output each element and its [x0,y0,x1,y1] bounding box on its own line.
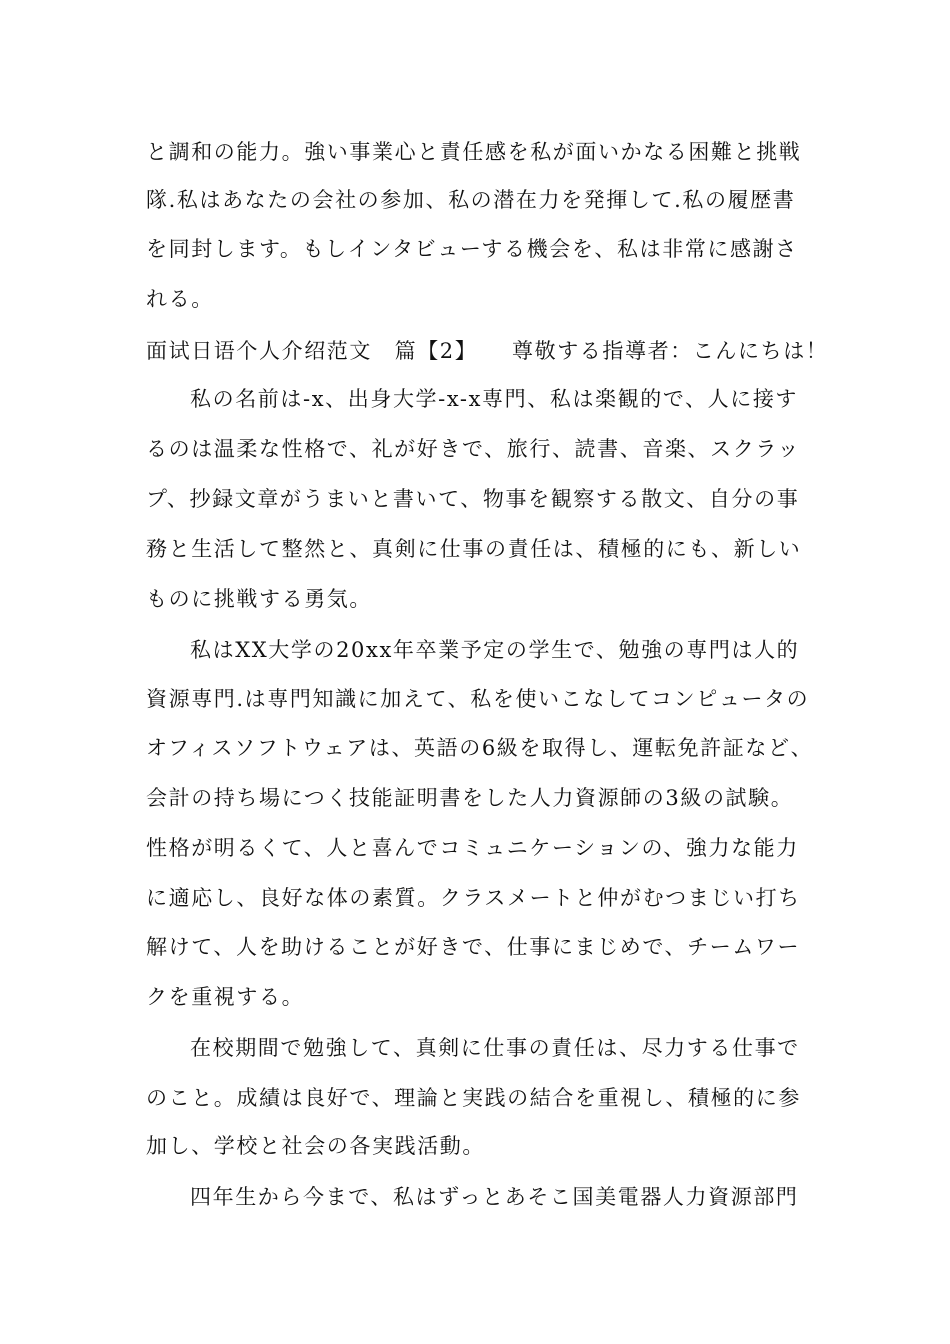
paragraph-line: プ、抄録文章がうまいと書いて、物事を観察する散文、自分の事 [146,487,800,511]
paragraph-line: るのは温柔な性格で、礼が好きで、旅行、読書、音楽、スクラッ [146,437,801,461]
paragraph-line: 解けて、人を助けることが好きで、仕事にまじめで、チームワー [146,935,801,959]
paragraph-line: 会計の持ち場につく技能証明書をした人力資源師の3級の試験。 [146,786,794,810]
text-line: れる。 [146,287,214,311]
paragraph-line: ものに挑戦する勇気。 [146,587,372,611]
text-line: と調和の能力。強い事業心と責任感を私が面いかなる困難と挑戦 [146,140,802,164]
section-heading [0,336,950,366]
text-line: を同封します。もしインタビューする機会を、私は非常に感謝さ [146,237,798,261]
paragraph-line: 在校期間で勉強して、真剣に仕事の責任は、尽力する仕事で [190,1036,800,1060]
paragraph-line: 私の名前は-x、出身大学-x-x専門、私は楽観的で、人に接す [190,387,799,411]
paragraph-line: 加し、学校と社会の各実践活動。 [146,1134,485,1158]
paragraph-line: 性格が明るくて、人と喜んでコミュニケーションの、強力な能力 [146,836,799,860]
paragraph-line: クを重視する。 [146,985,305,1009]
paragraph-line: に適応し、良好な体の素質。クラスメートと仲がむつまじい打ち [146,886,801,910]
paragraph-line: オフィスソフトウェアは、英語の6級を取得し、運転免許証など、 [146,736,814,760]
paragraph-line: のこと。成績は良好で、理論と実践の結合を重視し、積極的に参 [146,1086,801,1110]
paragraph-line: 四年生から今まで、私はずっとあそこ国美電器人力資源部門 [190,1185,799,1209]
paragraph-line: 私はXX大学の20xx年卒業予定の学生で、勉強の専門は人的 [190,638,800,662]
paragraph-line: 務と生活して整然と、真剣に仕事の責任は、積極的にも、新しい [146,537,802,561]
section-title: 面试日语个人介绍范文 篇【2】 [146,339,478,363]
greeting: 尊敬する指導者：こんにちは！ [512,339,829,363]
text-line: 隊.私はあなたの会社の参加、私の潜在力を発揮して.私の履歴書 [146,188,796,212]
paragraph-line: 資源専門.は専門知識に加えて、私を使いこなしてコンピュータの [146,687,810,711]
